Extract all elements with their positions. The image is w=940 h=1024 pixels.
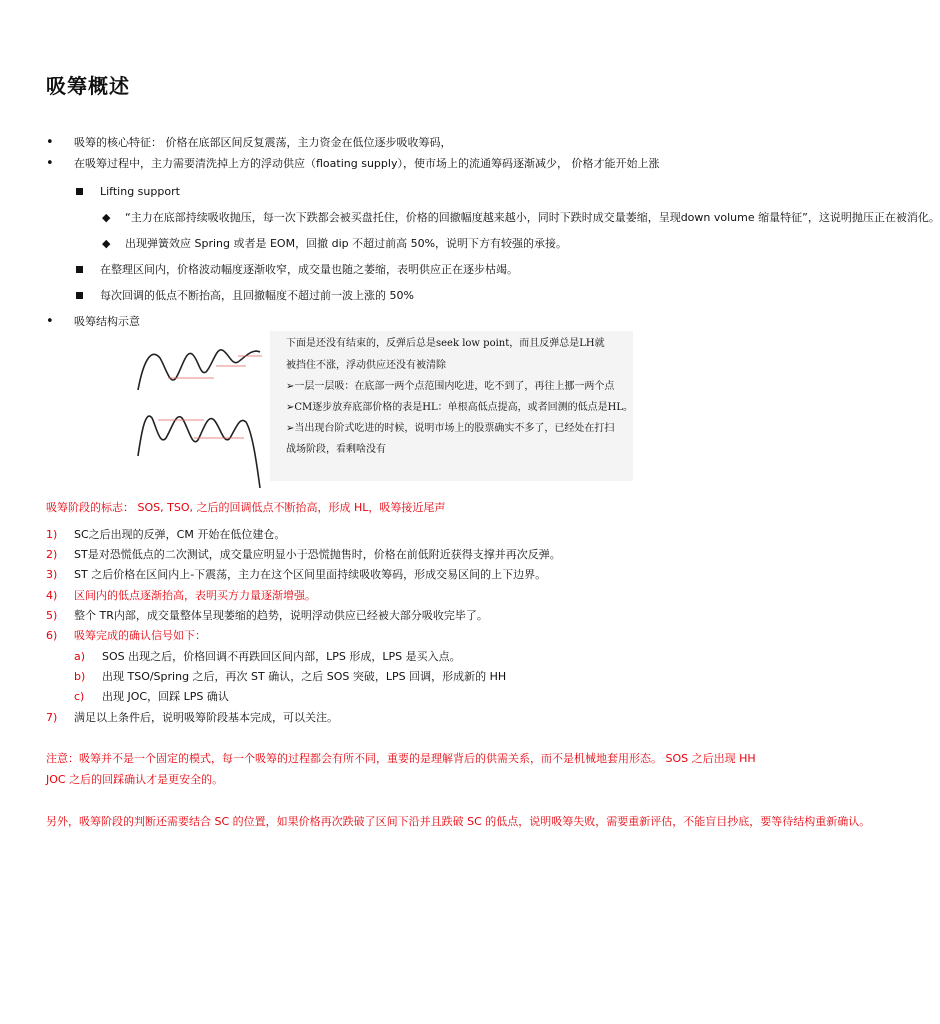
diamond-bullet-icon: ◆ bbox=[102, 211, 111, 224]
diamond-bullet-icon: ◆ bbox=[102, 237, 111, 250]
list-number: 7) bbox=[46, 711, 58, 724]
red-note-line-1: 注意：吸筹并不是一个固定的模式，每一个吸筹的过程都会有所不同，重要的是理解背后的供需关系，而不是机械地套用形态。 SOS 之后出现 HH bbox=[46, 752, 756, 765]
list-number: 4) bbox=[46, 589, 58, 602]
bullet-text-2: 在吸筹过程中，主力需要清洗掉上方的浮动供应（floating supply），使市场上的流通筹码逐渐减少， 价格才能开始上涨 bbox=[74, 157, 660, 170]
sublist-letter: b) bbox=[74, 670, 86, 683]
price-pattern-sketch bbox=[134, 328, 270, 490]
square-bullet-icon bbox=[76, 188, 83, 195]
list-item: ST 之后价格在区间内上-下震荡，主力在这个区间里面持续吸收筹码，形成交易区间的上下边界。 bbox=[74, 568, 547, 581]
list-item: ST是对恐慌低点的二次测试，成交量应明显小于恐慌抛售时，价格在前低附近获得支撑并再次反弹。 bbox=[74, 548, 561, 561]
list-item: 吸筹完成的确认信号如下： bbox=[74, 629, 206, 642]
list-item: 整个 TR内部，成交量整体呈现萎缩的趋势，说明浮动供应已经被大部分吸收完毕了。 bbox=[74, 609, 488, 622]
page-title: 吸筹概述 bbox=[46, 74, 130, 98]
square-bullet-icon bbox=[76, 266, 83, 273]
annotation-line-1: 下面是还没有结束的，反弹后总是seek low point，而且反弹总是LH就 bbox=[286, 338, 605, 349]
sublist-item: SOS 出现之后，价格回调不再跌回区间内部，LPS 形成，LPS 是买入点。 bbox=[102, 650, 461, 663]
sub-item-diamond-1: “主力在底部持续吸收抛压，每一次下跌都会被买盘托住，价格的回撤幅度越来越小，同时下跌时成交量萎缩，呈现down volume 缩量特征”，这说明抛压正在被消化。 bbox=[125, 211, 940, 224]
annotation-line-4: ➢CM逐步放弃底部价格的表是HL：单根高低点提高，或者回测的低点是HL。 bbox=[286, 402, 633, 413]
sublist-item: 出现 TSO/Spring 之后，再次 ST 确认，之后 SOS 突破，LPS 回调，形成新的 HH bbox=[102, 670, 507, 683]
annotation-image bbox=[270, 331, 633, 481]
bullet-text-1: 吸筹的核心特征： 价格在底部区间反复震荡，主力资金在低位逐步吸收筹码， bbox=[74, 136, 452, 149]
sub-item-lifting-support: Lifting support bbox=[100, 185, 180, 198]
sublist-item: 出现 JOC，回踩 LPS 确认 bbox=[102, 690, 229, 703]
sub-item-diamond-2: 出现弹簧效应 Spring 或者是 EOM，回撤 dip 不超过前高 50%，说明下方有较强的承接。 bbox=[125, 237, 568, 250]
bullet-dot: • bbox=[46, 314, 54, 329]
sublist-letter: a) bbox=[74, 650, 86, 663]
list-number: 6) bbox=[46, 629, 58, 642]
list-item: 区间内的低点逐渐抬高，表明买方力量逐渐增强。 bbox=[74, 589, 316, 602]
red-note-paragraph: 另外，吸筹阶段的判断还需要结合 SC 的位置，如果价格再次跌破了区间下沿并且跌破 SC 的低点，说明吸筹失败，需要重新评估，不能盲目抄底，要等待结构重新确认。 bbox=[46, 815, 871, 828]
list-item: 满足以上条件后，说明吸筹阶段基本完成，可以关注。 bbox=[74, 711, 338, 724]
annotation-line-5: ➢当出现台阶式吃进的时候，说明市场上的股票确实不多了，已经处在打扫 bbox=[286, 423, 615, 434]
list-number: 1) bbox=[46, 528, 58, 541]
sub-item-square-2: 在整理区间内，价格波动幅度逐渐收窄，成交量也随之萎缩，表明供应正在逐步枯竭。 bbox=[100, 263, 518, 276]
sublist-letter: c) bbox=[74, 690, 85, 703]
bullet-dot: • bbox=[46, 135, 54, 150]
bullet-text-3: 吸筹结构示意 bbox=[74, 315, 140, 328]
annotation-line-3: ➢一层一层吸：在底部一两个点范围内吃进，吃不到了，再往上挪一两个点 bbox=[286, 381, 615, 392]
list-number: 3) bbox=[46, 568, 58, 581]
red-note-line-2: JOC 之后的回踩确认才是更安全的。 bbox=[46, 773, 224, 786]
list-number: 2) bbox=[46, 548, 58, 561]
square-bullet-icon bbox=[76, 292, 83, 299]
red-heading: 吸筹阶段的标志： SOS, TSO, 之后的回调低点不断抬高，形成 HL，吸筹接近尾声 bbox=[46, 501, 446, 514]
bullet-dot: • bbox=[46, 156, 54, 171]
annotation-line-2: 被挡住不涨，浮动供应还没有被清除 bbox=[286, 360, 446, 371]
sub-item-square-3: 每次回调的低点不断抬高，且回撤幅度不超过前一波上涨的 50% bbox=[100, 289, 414, 302]
annotation-line-6: 战场阶段，看剩啥没有 bbox=[286, 444, 386, 455]
list-item: SC之后出现的反弹，CM 开始在低位建仓。 bbox=[74, 528, 286, 541]
list-number: 5) bbox=[46, 609, 58, 622]
